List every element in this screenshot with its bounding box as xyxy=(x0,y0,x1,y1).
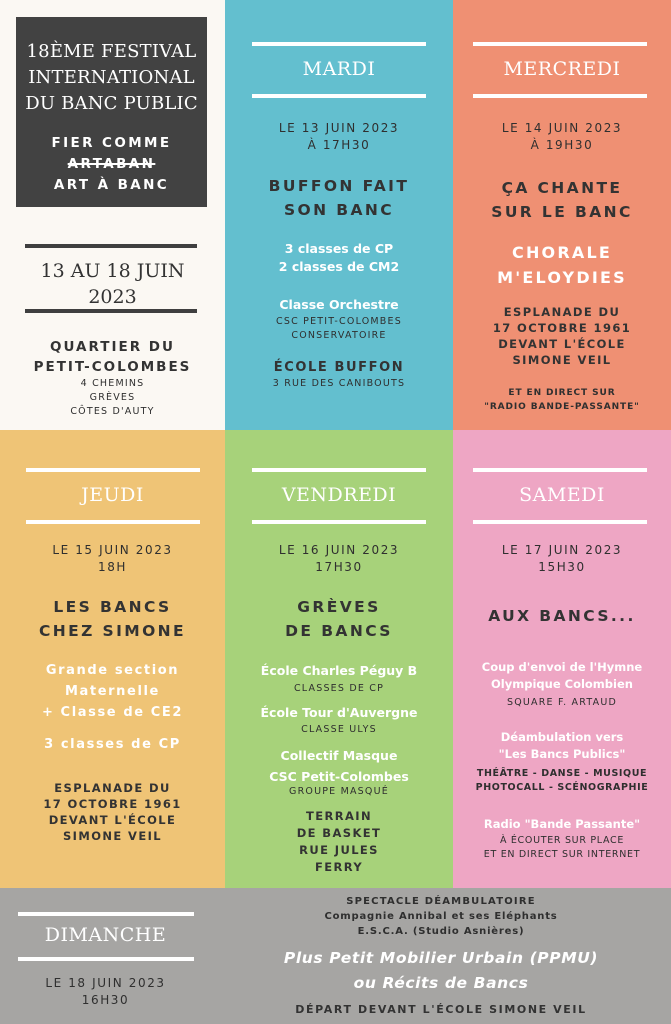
day-name: SAMEDI xyxy=(519,484,605,506)
day-bar-top xyxy=(473,468,647,472)
event-title: LES BANCS CHEZ SIMONE xyxy=(38,598,187,640)
day-name: VENDREDI xyxy=(281,484,397,506)
event-title: BUFFON FAIT SON BANC xyxy=(268,177,410,219)
collectif-detail: GROUPE MASQUÉ xyxy=(289,786,389,797)
event-address: 3 RUE DES CANIBOUTS xyxy=(272,378,406,389)
mercredi-panel xyxy=(453,0,671,430)
day-name: JEUDI xyxy=(81,484,144,506)
day-name: MARDI xyxy=(302,58,376,80)
quartier-name: QUARTIER DU PETIT-COLOMBES xyxy=(33,339,192,375)
event-date: LE 14 JUIN 2023 À 19H30 xyxy=(501,121,623,152)
deambulation-detail: THÉÂTRE - DANSE - MUSIQUE PHOTOCALL - SCÉNOGRAPHIE xyxy=(475,768,649,793)
event-date: LE 18 JUIN 2023 16H30 xyxy=(45,976,166,1007)
deambulation: Déambulation vers "Les Bancs Publics" xyxy=(498,730,626,761)
school-2-detail: CLASSE ULYS xyxy=(301,724,377,735)
school-1-detail: CLASSES DE CP xyxy=(293,683,385,694)
participants: Grande section Maternelle + Classe de CE2 xyxy=(41,663,184,720)
event-title: Plus Petit Mobilier Urbain (PPMU) ou Récits de Bancs xyxy=(283,949,599,992)
divider-top xyxy=(25,244,197,248)
day-bar-bottom xyxy=(26,520,200,524)
day-bar-top xyxy=(252,42,426,46)
event-place: TERRAIN DE BASKET RUE JULES FERRY xyxy=(296,809,382,874)
day-bar-top xyxy=(18,912,194,916)
day-bar-bottom xyxy=(18,957,194,961)
quartier-places: 4 CHEMINS GRÈVES CÔTES D'AUTY xyxy=(70,378,155,417)
participants-2: 3 classes de CP xyxy=(44,737,181,752)
school-1: École Charles Péguy B xyxy=(260,663,418,678)
intro-panel xyxy=(0,0,225,430)
event-title: ÇA CHANTE SUR LE BANC xyxy=(491,179,633,221)
radio-detail: À ÉCOUTER SUR PLACE ET EN DIRECT SUR INTERNET xyxy=(483,835,641,860)
hymne: Coup d'envoi de l'Hymne Olympique Colombien xyxy=(481,660,643,691)
collectif: Collectif Masque CSC Petit-Colombes xyxy=(269,748,409,784)
chorale: CHORALE M'ELOYDIES xyxy=(497,243,627,287)
dimanche-panel xyxy=(0,888,671,1024)
day-bar-top xyxy=(26,468,200,472)
samedi-panel xyxy=(453,430,671,888)
day-bar-top xyxy=(473,42,647,46)
school-2: École Tour d'Auvergne xyxy=(260,705,418,720)
departure: DÉPART DEVANT L'ÉCOLE SIMONE VEIL xyxy=(295,1003,587,1016)
day-bar-top xyxy=(252,468,426,472)
tagline-struck: ARTABAN xyxy=(67,156,156,172)
event-place: ESPLANADE DU 17 OCTOBRE 1961 DEVANT L'ÉCOLE SIMONE VEIL xyxy=(43,781,182,843)
day-bar-bottom xyxy=(473,94,647,98)
event-title: AUX BANCS... xyxy=(488,607,636,625)
orchestre-detail: CSC PETIT-COLOMBES CONSERVATOIRE xyxy=(276,316,402,341)
spectacle-type: SPECTACLE DÉAMBULATOIRE xyxy=(346,896,536,907)
hymne-place: SQUARE F. ARTAUD xyxy=(506,697,617,708)
radio: Radio "Bande Passante" xyxy=(483,817,641,831)
divider-bottom xyxy=(25,309,197,313)
vendredi-panel xyxy=(225,430,453,888)
mardi-panel xyxy=(225,0,453,430)
day-name: MERCREDI xyxy=(503,58,621,80)
day-bar-bottom xyxy=(252,94,426,98)
event-place: ESPLANADE DU 17 OCTOBRE 1961 DEVANT L'ÉCOLE SIMONE VEIL xyxy=(492,305,632,367)
event-details xyxy=(211,894,671,1018)
festival-title-box xyxy=(16,17,207,207)
event-date: LE 15 JUIN 2023 18H xyxy=(52,543,173,574)
orchestre: Classe Orchestre xyxy=(279,297,399,312)
event-place: ÉCOLE BUFFON xyxy=(273,360,405,375)
radio-note: ET EN DIRECT SUR "RADIO BANDE-PASSANTE" xyxy=(484,388,640,412)
day-name: DIMANCHE xyxy=(44,924,167,946)
event-date: LE 16 JUIN 2023 17H30 xyxy=(278,543,400,574)
compagnie: Compagnie Annibal et ses Eléphants xyxy=(324,911,558,922)
festival-title: 18ÈME FESTIVAL INTERNATIONAL DU BANC PUBLIC xyxy=(25,41,198,114)
day-bar-bottom xyxy=(252,520,426,524)
event-date: LE 17 JUIN 2023 15H30 xyxy=(501,543,623,574)
jeudi-panel xyxy=(0,430,225,888)
tagline: FIER COMME ARTABAN ART À BANC xyxy=(16,133,207,196)
esca: E.S.C.A. (Studio Asnières) xyxy=(357,926,525,937)
participants: 3 classes de CP 2 classes de CM2 xyxy=(278,241,400,274)
event-title: GRÈVES DE BANCS xyxy=(285,598,393,640)
event-date: LE 13 JUIN 2023 À 17H30 xyxy=(278,121,400,152)
festival-dates: 13 AU 18 JUIN 2023 xyxy=(40,260,185,308)
day-bar-bottom xyxy=(473,520,647,524)
